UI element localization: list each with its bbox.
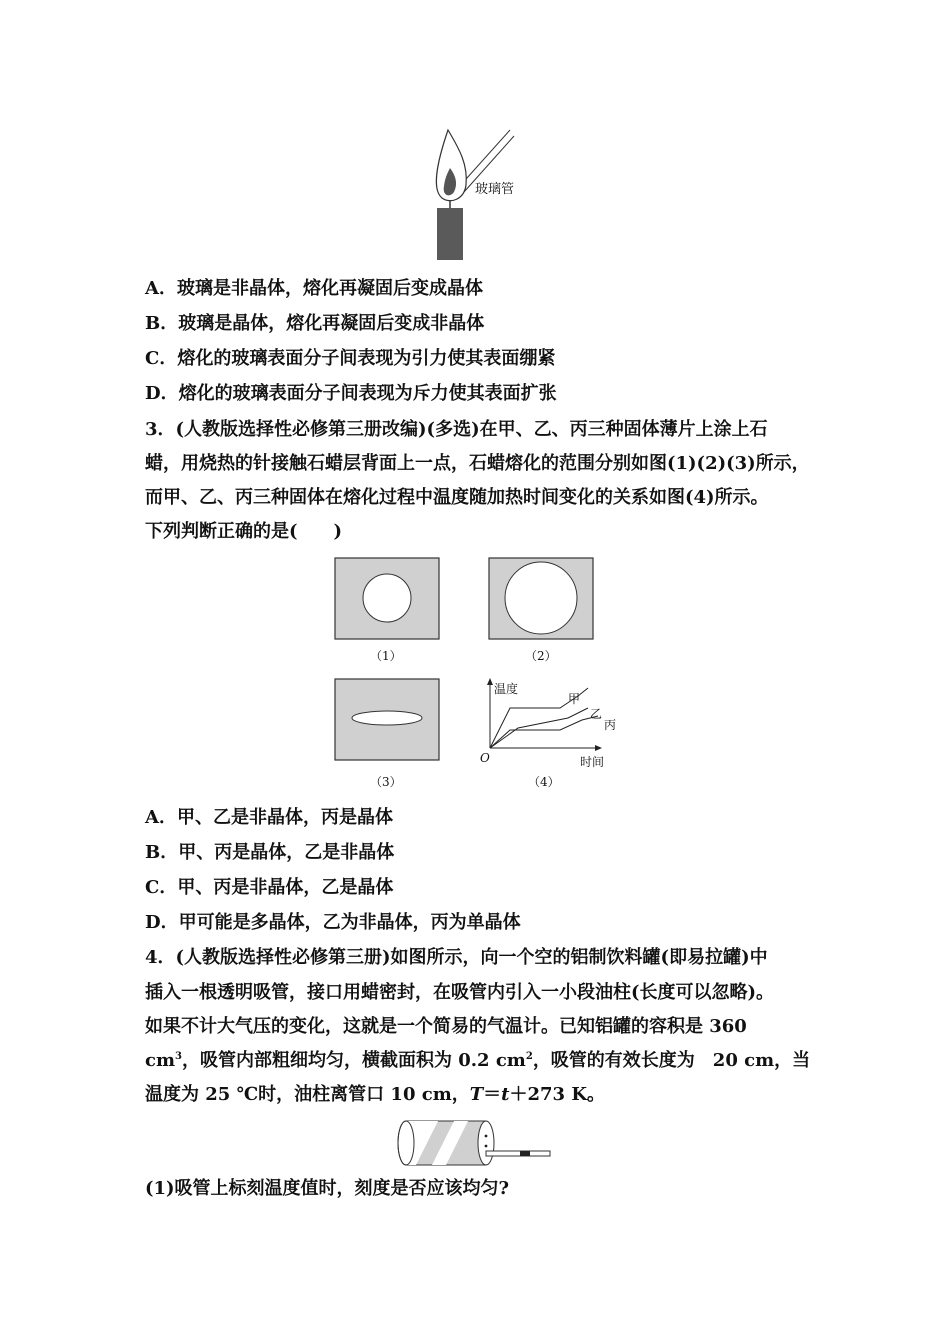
graph-series-jia: 甲	[568, 692, 581, 706]
graph-ylabel: 温度	[494, 682, 519, 696]
q4-sub-question-1: (1)吸管上标刻温度值时，刻度是否应该均匀?	[145, 1178, 510, 1199]
q4-line5-end: ＋273 K。	[509, 1084, 605, 1105]
q2-option-b: B．玻璃是晶体，熔化再凝固后变成非晶体	[145, 313, 485, 334]
q3-figure-1	[334, 557, 440, 641]
q2-option-a: A．玻璃是非晶体，熔化再凝固后变成晶体	[145, 278, 483, 299]
equals: ＝	[483, 1084, 502, 1105]
var-T: T	[469, 1084, 484, 1105]
q3-caption-1: （1）	[370, 649, 402, 663]
q3-figure-2	[488, 557, 594, 641]
q4-stem-line-2: 插入一根透明吸管，接口用蜡密封，在吸管内引入一小段油柱(长度可以忽略)。	[145, 982, 775, 1003]
q2-option-d: D．熔化的玻璃表面分子间表现为斥力使其表面扩张	[145, 383, 557, 404]
var-t: t	[501, 1084, 510, 1105]
q4-line4-mid: ，吸管内部粗细均匀，横截面积为 0.2 cm	[181, 1050, 526, 1071]
unit-cm: cm	[145, 1050, 176, 1071]
graph-xlabel: 时间	[580, 755, 605, 769]
graph-series-bing: 丙	[604, 718, 617, 732]
sup-squared: 2	[525, 1051, 533, 1062]
q3-stem-line-1: 3．(人教版选择性必修第三册改编)(多选)在甲、乙、丙三种固体薄片上涂上石	[145, 419, 768, 440]
q3-option-b: B．甲、丙是晶体，乙是非晶体	[145, 842, 395, 863]
q3-option-d: D．甲可能是多晶体，乙为非晶体，丙为单晶体	[145, 912, 521, 933]
q3-caption-2: （2）	[525, 649, 557, 663]
q3-caption-4: （4）	[528, 775, 560, 789]
q3-stem-line-4: 下列判断正确的是( )	[145, 521, 343, 542]
q3-caption-3: （3）	[370, 775, 402, 789]
q3-stem-line-3: 而甲、乙、丙三种固体在熔化过程中温度随加热时间变化的关系如图(4)所示。	[145, 487, 769, 508]
q4-line5-start: 温度为 25 ℃时，油柱离管口 10 cm，	[145, 1084, 470, 1105]
glass-tube-label: 玻璃管	[475, 182, 515, 197]
graph-series-yi: 乙	[590, 707, 603, 721]
graph-origin: O	[480, 751, 490, 765]
q4-stem-line-3: 如果不计大气压的变化，这就是一个简易的气温计。已知铝罐的容积是 360	[145, 1016, 747, 1037]
q3-option-c: C．甲、丙是非晶体，乙是晶体	[145, 877, 394, 898]
q4-can-straw-figure	[396, 1118, 556, 1170]
q3-figure-3	[334, 678, 440, 762]
q4-stem-line-1: 4．(人教版选择性必修第三册)如图所示，向一个空的铝制饮料罐(即易拉罐)中	[145, 947, 768, 968]
q4-line4-end: ，吸管的有效长度为 20 cm，当	[532, 1050, 811, 1071]
q3-stem-line-2: 蜡，用烧热的针接触石蜡层背面上一点，石蜡熔化的范围分别如图(1)(2)(3)所示，	[145, 453, 810, 474]
sup-cubed: 3	[175, 1051, 182, 1062]
q2-option-c: C．熔化的玻璃表面分子间表现为引力使其表面绷紧	[145, 348, 556, 369]
q3-option-a: A．甲、乙是非晶体，丙是晶体	[145, 807, 393, 828]
curve-bing	[490, 716, 598, 748]
q4-stem-line-4	[145, 1049, 810, 1073]
q4-stem-line-5	[145, 1083, 605, 1107]
curve-yi	[490, 708, 588, 748]
